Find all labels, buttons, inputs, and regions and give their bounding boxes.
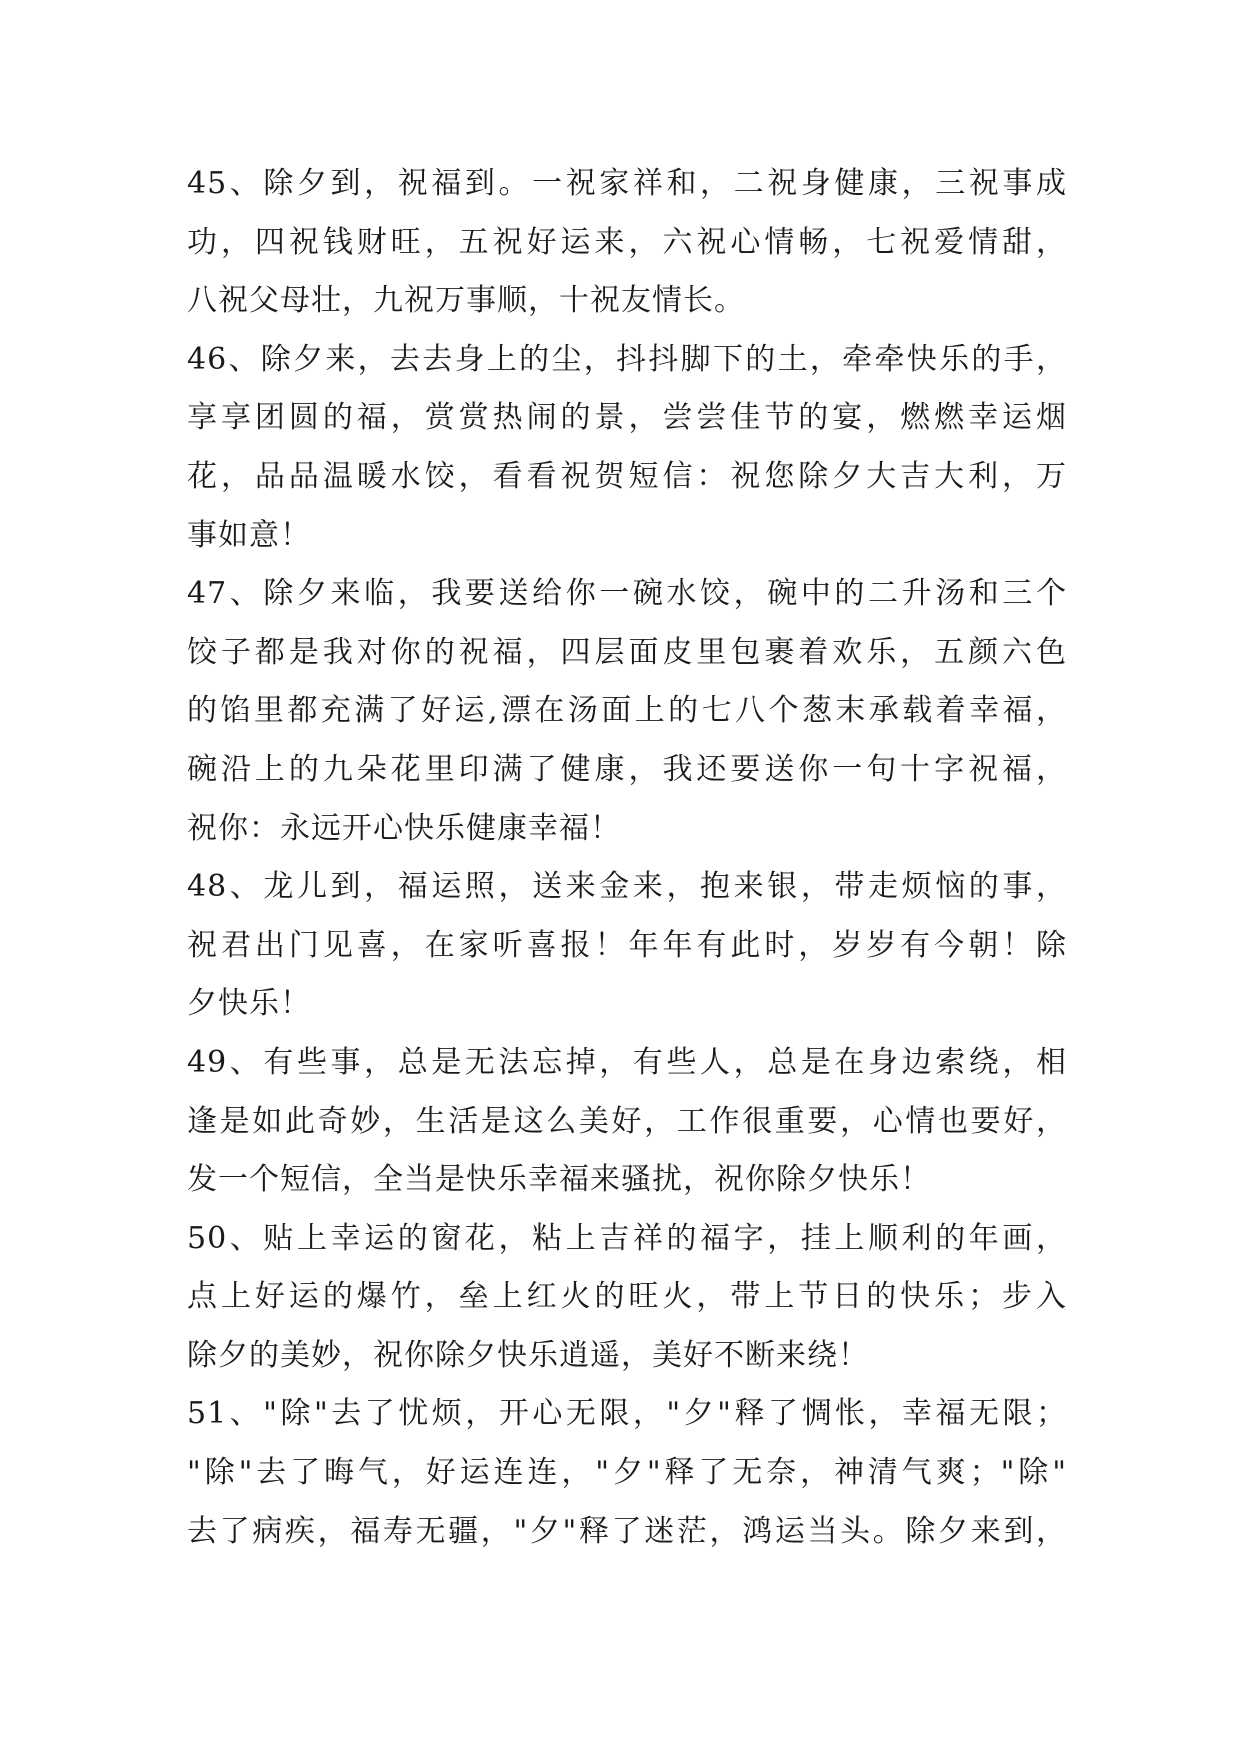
- paragraph-46: [187, 331, 1067, 565]
- text-line: 八祝父母壮，九祝万事顺，十祝友情长。: [187, 283, 745, 319]
- text-line: 逢是如此奇妙，生活是这么美好，工作很重要，心情也要好，: [187, 1103, 1067, 1139]
- paragraph-45: [187, 155, 1067, 331]
- text-line: 的馅里都充满了好运,漂在汤面上的七八个葱末承载着幸福，: [187, 693, 1067, 729]
- text-line: 50、贴上幸运的窗花，粘上吉祥的福字，挂上顺利的年画，: [187, 1220, 1067, 1256]
- text-line: 享享团圆的福，赏赏热闹的景，尝尝佳节的宴，燃燃幸运烟: [187, 400, 1067, 436]
- document-body: [187, 155, 1067, 1561]
- text-line: "除"去了晦气，好运连连，"夕"释了无奈，神清气爽；"除": [187, 1455, 1067, 1491]
- paragraph-48: [187, 858, 1067, 1034]
- text-line: 去了病疾，福寿无疆，"夕"释了迷茫，鸿运当头。除夕来到，: [187, 1513, 1067, 1549]
- text-line: 功，四祝钱财旺，五祝好运来，六祝心情畅，七祝爱情甜，: [187, 224, 1067, 260]
- text-line: 发一个短信，全当是快乐幸福来骚扰，祝你除夕快乐！: [187, 1162, 931, 1198]
- text-line: 除夕的美妙，祝你除夕快乐逍遥，美好不断来绕！: [187, 1337, 869, 1373]
- paragraph-51: [187, 1385, 1067, 1561]
- text-line: 51、"除"去了忧烦，开心无限，"夕"释了惆怅，幸福无限；: [187, 1396, 1067, 1432]
- text-line: 点上好运的爆竹，垒上红火的旺火，带上节日的快乐；步入: [187, 1279, 1067, 1315]
- text-line: 49、有些事，总是无法忘掉，有些人，总是在身边索绕，相: [187, 1044, 1067, 1080]
- paragraph-50: [187, 1210, 1067, 1386]
- paragraph-47: [187, 565, 1067, 858]
- text-line: 46、除夕来，去去身上的尘，抖抖脚下的土，牵牵快乐的手，: [187, 341, 1067, 377]
- text-line: 饺子都是我对你的祝福，四层面皮里包裹着欢乐，五颜六色: [187, 634, 1067, 670]
- text-line: 47、除夕来临，我要送给你一碗水饺，碗中的二升汤和三个: [187, 576, 1067, 612]
- paragraph-49: [187, 1034, 1067, 1210]
- text-line: 花，品品温暖水饺，看看祝贺短信：祝您除夕大吉大利，万: [187, 458, 1067, 494]
- text-line: 碗沿上的九朵花里印满了健康，我还要送你一句十字祝福，: [187, 751, 1067, 787]
- text-line: 事如意！: [187, 517, 311, 553]
- text-line: 48、龙儿到，福运照，送来金来，抱来银，带走烦恼的事，: [187, 869, 1067, 905]
- text-line: 祝君出门见喜，在家听喜报！年年有此时，岁岁有今朝！除: [187, 927, 1067, 963]
- text-line: 祝你：永远开心快乐健康幸福！: [187, 810, 621, 846]
- text-line: 45、除夕到，祝福到。一祝家祥和，二祝身健康，三祝事成: [187, 166, 1067, 201]
- text-line: 夕快乐！: [187, 986, 311, 1022]
